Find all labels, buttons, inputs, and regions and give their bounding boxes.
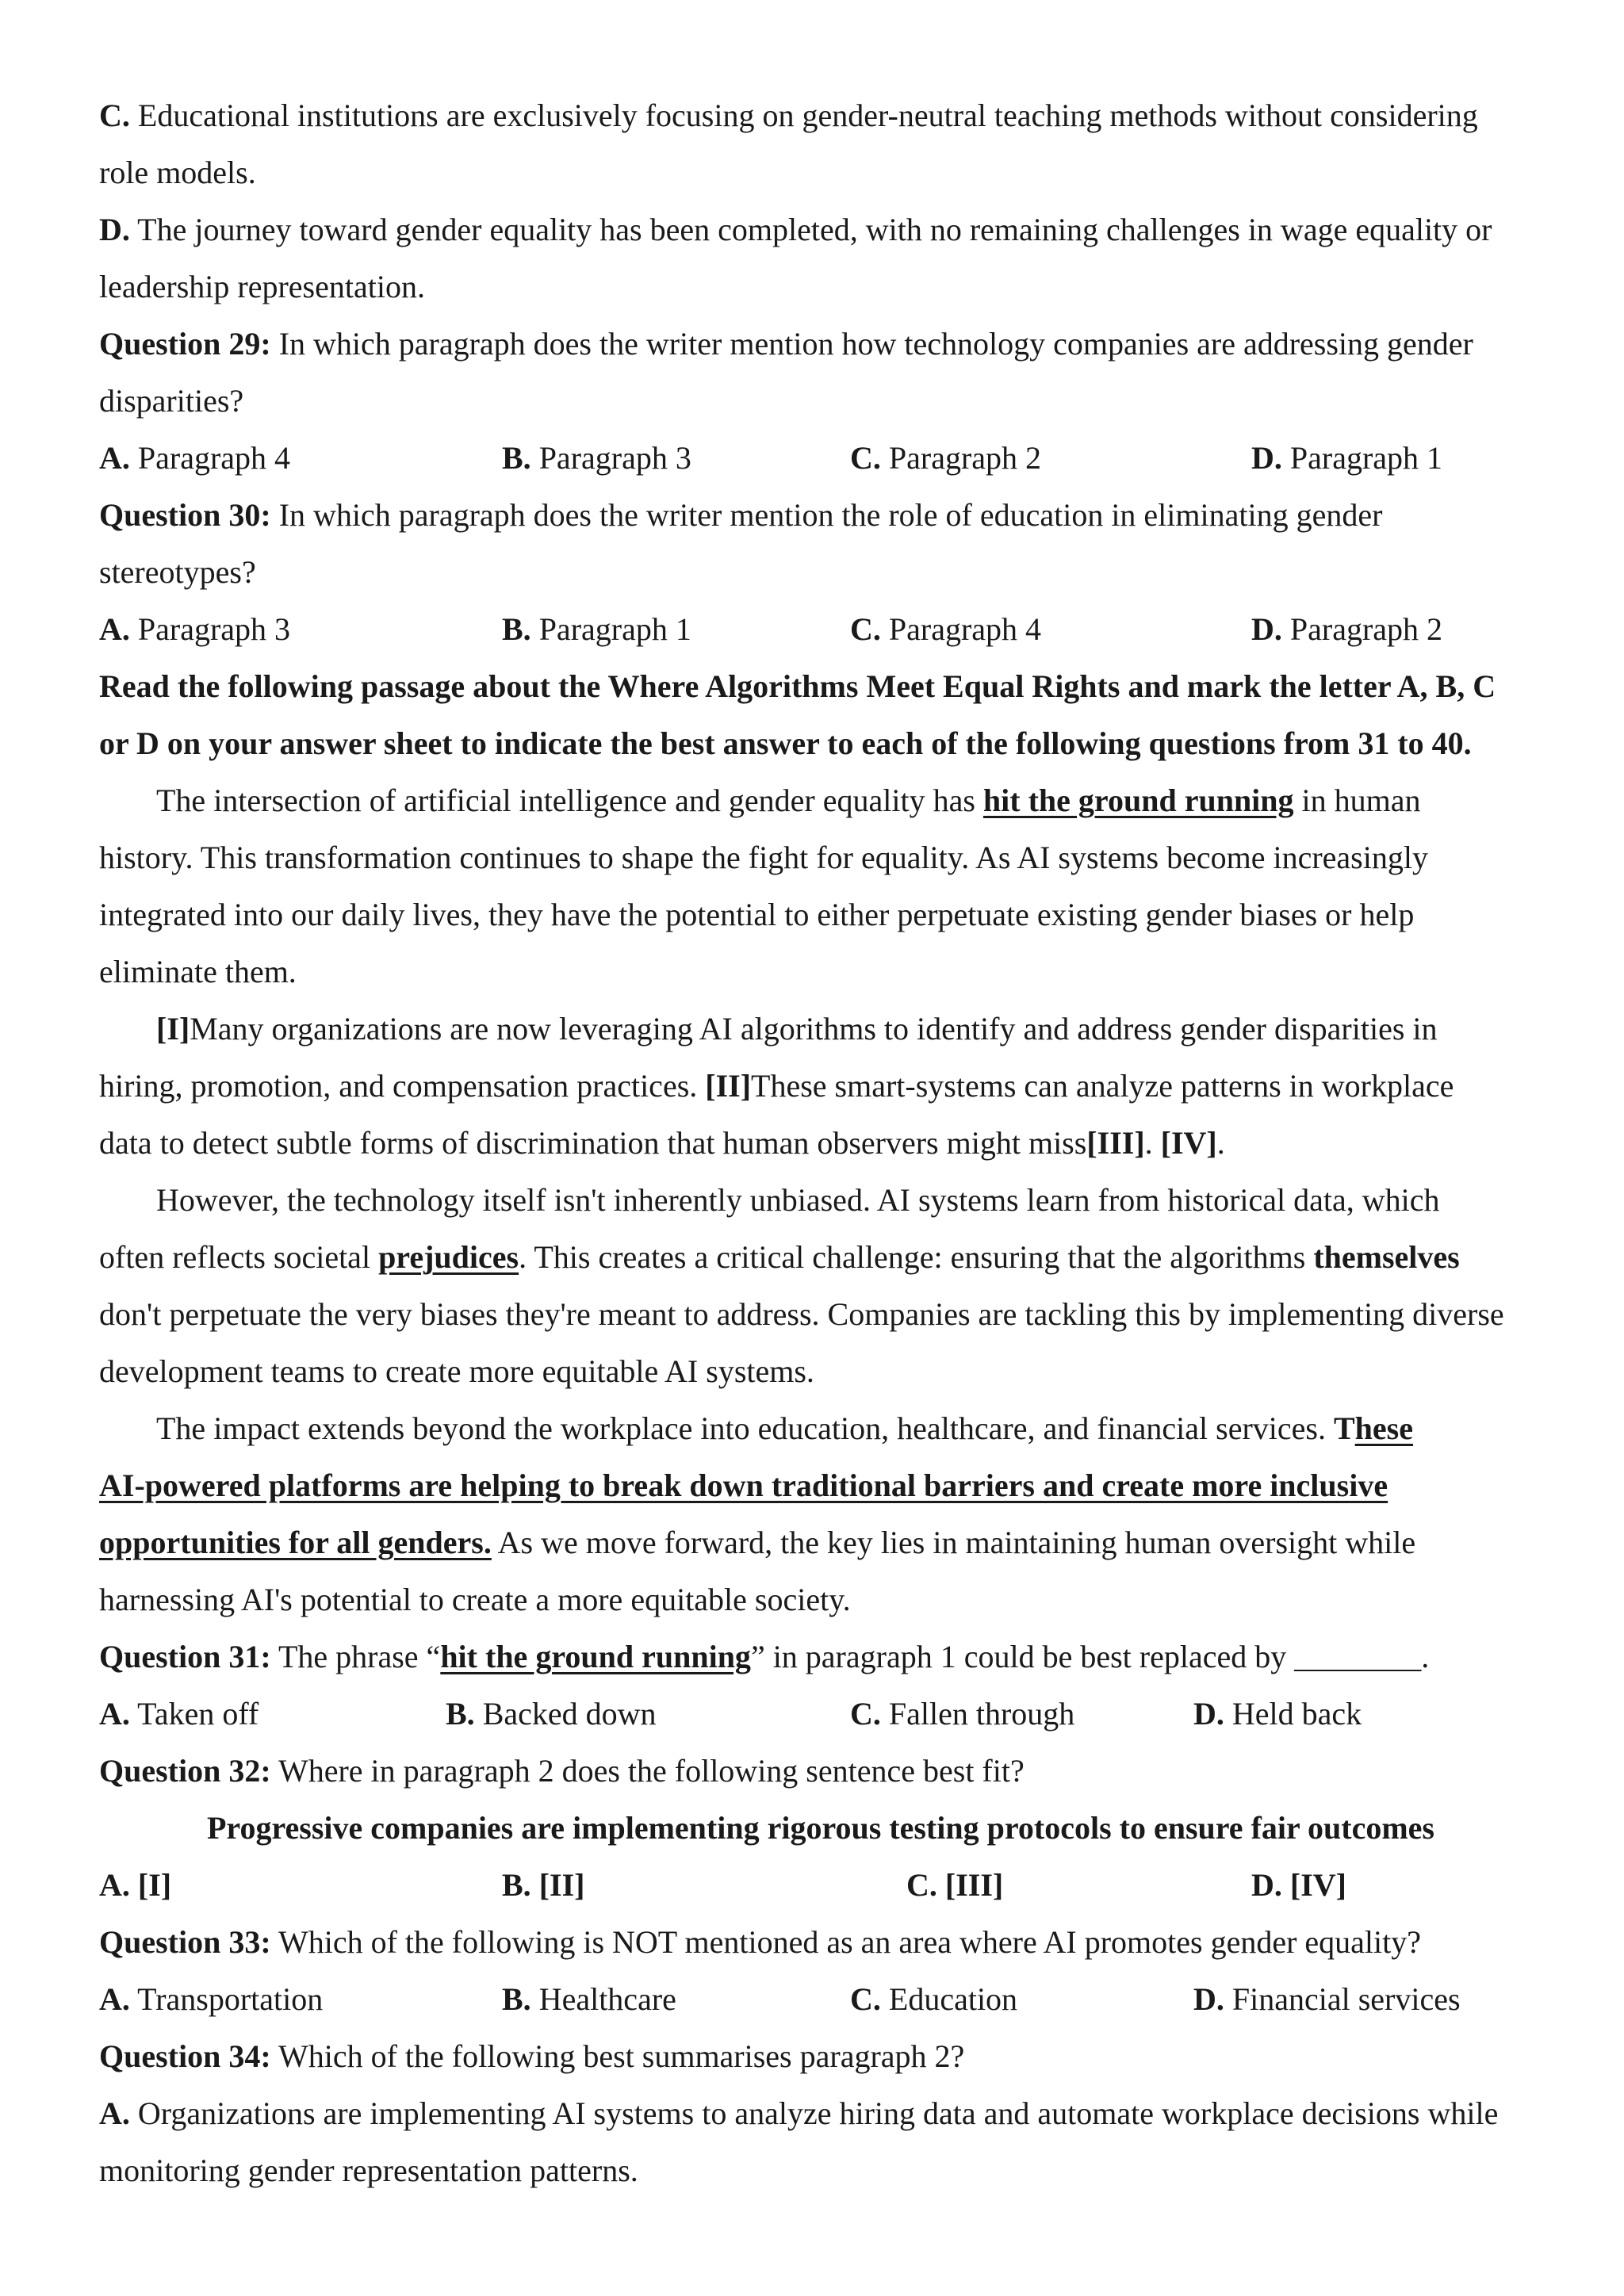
q28-option-c (99, 100, 1478, 135)
passage-text: hiring, promotion, and compensation practices. (99, 1068, 706, 1104)
passage-text: in human (1293, 783, 1421, 818)
option-d[interactable] (1251, 611, 1443, 647)
question-29-options (99, 442, 1542, 477)
option-text: Paragraph 4 (137, 440, 291, 476)
question-30 (99, 499, 1382, 534)
option-letter: C. (906, 1867, 937, 1903)
passage-text: harnessing AI's potential to create a more equitable society. (99, 1582, 851, 1617)
underlined-sentence: opportunities for all genders. (99, 1525, 492, 1560)
option-b[interactable] (502, 1981, 676, 2017)
option-text: leadership representation. (99, 269, 425, 304)
option-c[interactable] (906, 1869, 1003, 1901)
question-31 (99, 1641, 1429, 1676)
question-32-options (99, 1869, 1542, 1904)
passage-text: history. This transformation continues to shape the fight for equality. As AI systems become increasingly (99, 840, 1428, 875)
option-text: [II] (538, 1867, 585, 1903)
option-d[interactable] (1193, 1698, 1362, 1730)
option-letter: B. (446, 1696, 475, 1732)
option-text: Paragraph 3 (137, 611, 291, 647)
question-stem: Which of the following best summarises paragraph 2? (278, 2038, 965, 2074)
option-text: Paragraph 1 (538, 611, 691, 647)
insertion-marker-1: [I] (156, 1011, 190, 1047)
option-c[interactable] (850, 1981, 1018, 2017)
option-letter: D. (99, 212, 130, 247)
option-letter: B. (502, 1981, 531, 2017)
passage-line (99, 1470, 1388, 1505)
underlined-sentence: hese (1354, 1410, 1413, 1446)
question-33 (99, 1924, 1422, 1961)
option-letter: A. (99, 1867, 130, 1903)
passage-line (99, 1527, 1415, 1562)
option-letter: C. (850, 1696, 881, 1732)
question-label: Question 30: (99, 497, 271, 533)
question-label: Question 29: (99, 326, 271, 362)
option-text: [III] (944, 1867, 1004, 1903)
question-label: Question 34: (99, 2038, 271, 2074)
question-label: Question 31: (99, 1639, 271, 1674)
question-label: Question 33: (99, 1924, 271, 1960)
option-text: Organizations are implementing AI systems to analyze hiring data and automate workplace decisions while (137, 2095, 1499, 2131)
option-letter: D. (1251, 1867, 1282, 1903)
question-stem: Where in paragraph 2 does the following sentence best fit? (278, 1753, 1025, 1789)
option-d[interactable] (1251, 1869, 1346, 1901)
section-instructions (99, 668, 1496, 706)
option-letter: A. (99, 440, 130, 476)
option-text: Paragraph 2 (1289, 611, 1443, 647)
passage-text: often reflects societal (99, 1239, 379, 1275)
passage-paragraph-3 (156, 1184, 1440, 1219)
option-b[interactable] (502, 1869, 584, 1901)
option-letter: D. (1193, 1981, 1224, 2017)
option-a[interactable] (99, 1698, 259, 1730)
option-c[interactable] (850, 611, 1042, 647)
passage-text: However, the technology itself isn't inherently unbiased. AI systems learn from historical data, which (156, 1182, 1440, 1218)
passage-line (99, 1353, 814, 1391)
passage-text: These smart-systems can analyze patterns in workplace (751, 1068, 1454, 1104)
question-30-cont (99, 554, 256, 591)
question-stem: The phrase “ (278, 1639, 441, 1674)
option-letter: D. (1251, 440, 1282, 476)
q34-option-a-cont (99, 2152, 638, 2190)
insert-sentence-text: Progressive companies are implementing rigorous testing protocols to ensure fair outcomes (207, 1810, 1434, 1846)
insert-sentence (99, 1812, 1542, 1847)
option-text: Taken off (137, 1696, 259, 1732)
question-34 (99, 2038, 965, 2076)
option-text: Paragraph 3 (538, 440, 691, 476)
option-a[interactable] (99, 1981, 324, 2017)
section-instructions-cont (99, 725, 1472, 763)
passage-text: . (1144, 1125, 1161, 1161)
option-letter: A. (99, 611, 130, 647)
passage-text: As we move forward, the key lies in maintaining human oversight while (491, 1525, 1416, 1560)
option-text: [IV] (1289, 1867, 1346, 1903)
option-text: Backed down (482, 1696, 657, 1732)
passage-text: data to detect subtle forms of discrimination that human observers might miss (99, 1125, 1087, 1161)
option-letter: B. (502, 440, 531, 476)
insertion-marker-3: [III] (1086, 1125, 1145, 1161)
option-d[interactable] (1193, 1981, 1461, 2017)
instructions-text: Read the following passage about the Where Algorithms Meet Equal Rights and mark the letter A, B, C (99, 668, 1496, 704)
option-text: role models. (99, 155, 256, 190)
question-32 (99, 1755, 1025, 1790)
option-letter: C. (99, 98, 130, 133)
option-text: [I] (137, 1867, 172, 1903)
q28-option-d-cont (99, 271, 425, 306)
option-a[interactable] (99, 1869, 171, 1901)
q28-option-c-cont (99, 157, 256, 192)
option-letter: B. (502, 1867, 531, 1903)
option-text: monitoring gender representation patterns. (99, 2152, 638, 2188)
passage-text: development teams to create more equitable AI systems. (99, 1353, 814, 1389)
passage-paragraph-2 (156, 1013, 1438, 1048)
question-29-cont (99, 385, 243, 420)
option-letter: D. (1251, 611, 1282, 647)
option-letter: A. (99, 1696, 130, 1732)
option-text: Paragraph 2 (888, 440, 1042, 476)
option-letter: B. (502, 611, 531, 647)
passage-text: The impact extends beyond the workplace into education, healthcare, and financial services. (156, 1410, 1334, 1446)
question-stem: Which of the following is NOT mentioned as an area where AI promotes gender equality? (278, 1924, 1422, 1960)
option-a[interactable] (99, 611, 291, 647)
underlined-phrase: hit the ground running (440, 1639, 751, 1674)
question-label: Question 32: (99, 1753, 271, 1789)
underlined-sentence: AI-powered platforms are helping to break down traditional barriers and create more inclusive (99, 1468, 1388, 1503)
option-c[interactable] (850, 442, 1041, 474)
option-letter: A. (99, 2095, 130, 2131)
question-29 (99, 328, 1473, 363)
option-b[interactable] (502, 611, 691, 647)
option-text: Transportation (137, 1981, 324, 2017)
passage-line (99, 1296, 1504, 1334)
option-text: Financial services (1231, 1981, 1461, 2017)
option-c[interactable] (850, 1698, 1074, 1730)
passage-line (99, 899, 1414, 934)
q34-option-a[interactable] (99, 2095, 1499, 2133)
option-text: Healthcare (538, 1981, 676, 2017)
passage-line (99, 842, 1428, 877)
option-b[interactable] (502, 442, 691, 474)
question-stem: In which paragraph does the writer mention the role of education in eliminating gender (278, 497, 1383, 533)
insertion-marker-2: [II] (705, 1068, 752, 1104)
option-letter: C. (850, 611, 881, 647)
question-stem: disparities? (99, 383, 244, 419)
passage-line (99, 1127, 1225, 1162)
passage-line (99, 1584, 851, 1619)
option-b[interactable] (446, 1698, 657, 1730)
option-letter: D. (1193, 1696, 1224, 1732)
passage-text: eliminate them. (99, 954, 297, 989)
passage-text: integrated into our daily lives, they have the potential to either perpetuate existing gender biases or help (99, 897, 1415, 932)
option-letter: C. (850, 440, 881, 476)
passage-line (99, 956, 297, 991)
passage-text: don't perpetuate the very biases they're meant to address. Companies are tackling this by implementing diverse (99, 1296, 1504, 1332)
bold-word: themselves (1313, 1239, 1460, 1275)
insertion-marker-4: [IV] (1160, 1125, 1217, 1161)
option-letter: C. (850, 1981, 881, 2017)
option-text: Educational institutions are exclusively focusing on gender-neutral teaching methods without considering (137, 98, 1478, 133)
question-30-options (99, 611, 1542, 649)
option-text: Held back (1231, 1696, 1362, 1732)
passage-paragraph-4 (156, 1410, 1413, 1448)
underlined-phrase: hit the ground running (982, 783, 1294, 818)
bold-letter: T (1333, 1410, 1355, 1446)
q28-option-d (99, 214, 1492, 249)
option-text: Fallen through (888, 1696, 1075, 1732)
instructions-text: or D on your answer sheet to indicate the best answer to each of the following questions from 31 to 40. (99, 725, 1472, 761)
question-stem: stereotypes? (99, 554, 256, 590)
question-33-options (99, 1981, 1542, 2019)
passage-line (99, 1070, 1454, 1105)
passage-text: . (1216, 1125, 1225, 1161)
option-text: Paragraph 1 (1289, 440, 1443, 476)
passage-line (99, 1239, 1460, 1276)
option-letter: A. (99, 1981, 130, 2017)
passage-paragraph-1 (156, 785, 1421, 820)
option-d[interactable] (1251, 442, 1442, 474)
passage-text: The intersection of artificial intelligence and gender equality has (156, 783, 983, 818)
option-text: Paragraph 4 (888, 611, 1042, 647)
underlined-word: prejudices (378, 1239, 519, 1275)
passage-text: Many organizations are now leveraging AI algorithms to identify and address gender disparities in (190, 1011, 1438, 1047)
question-stem: ” in paragraph 1 could be best replaced by ________. (750, 1639, 1430, 1674)
passage-text: . This creates a critical challenge: ensuring that the algorithms (519, 1239, 1314, 1275)
option-a[interactable] (99, 442, 290, 474)
option-text: Education (888, 1981, 1018, 2017)
option-text: The journey toward gender equality has been completed, with no remaining challenges in wage equality or (137, 212, 1492, 247)
question-stem: In which paragraph does the writer mention how technology companies are addressing gender (278, 326, 1473, 362)
question-31-options (99, 1698, 1542, 1733)
